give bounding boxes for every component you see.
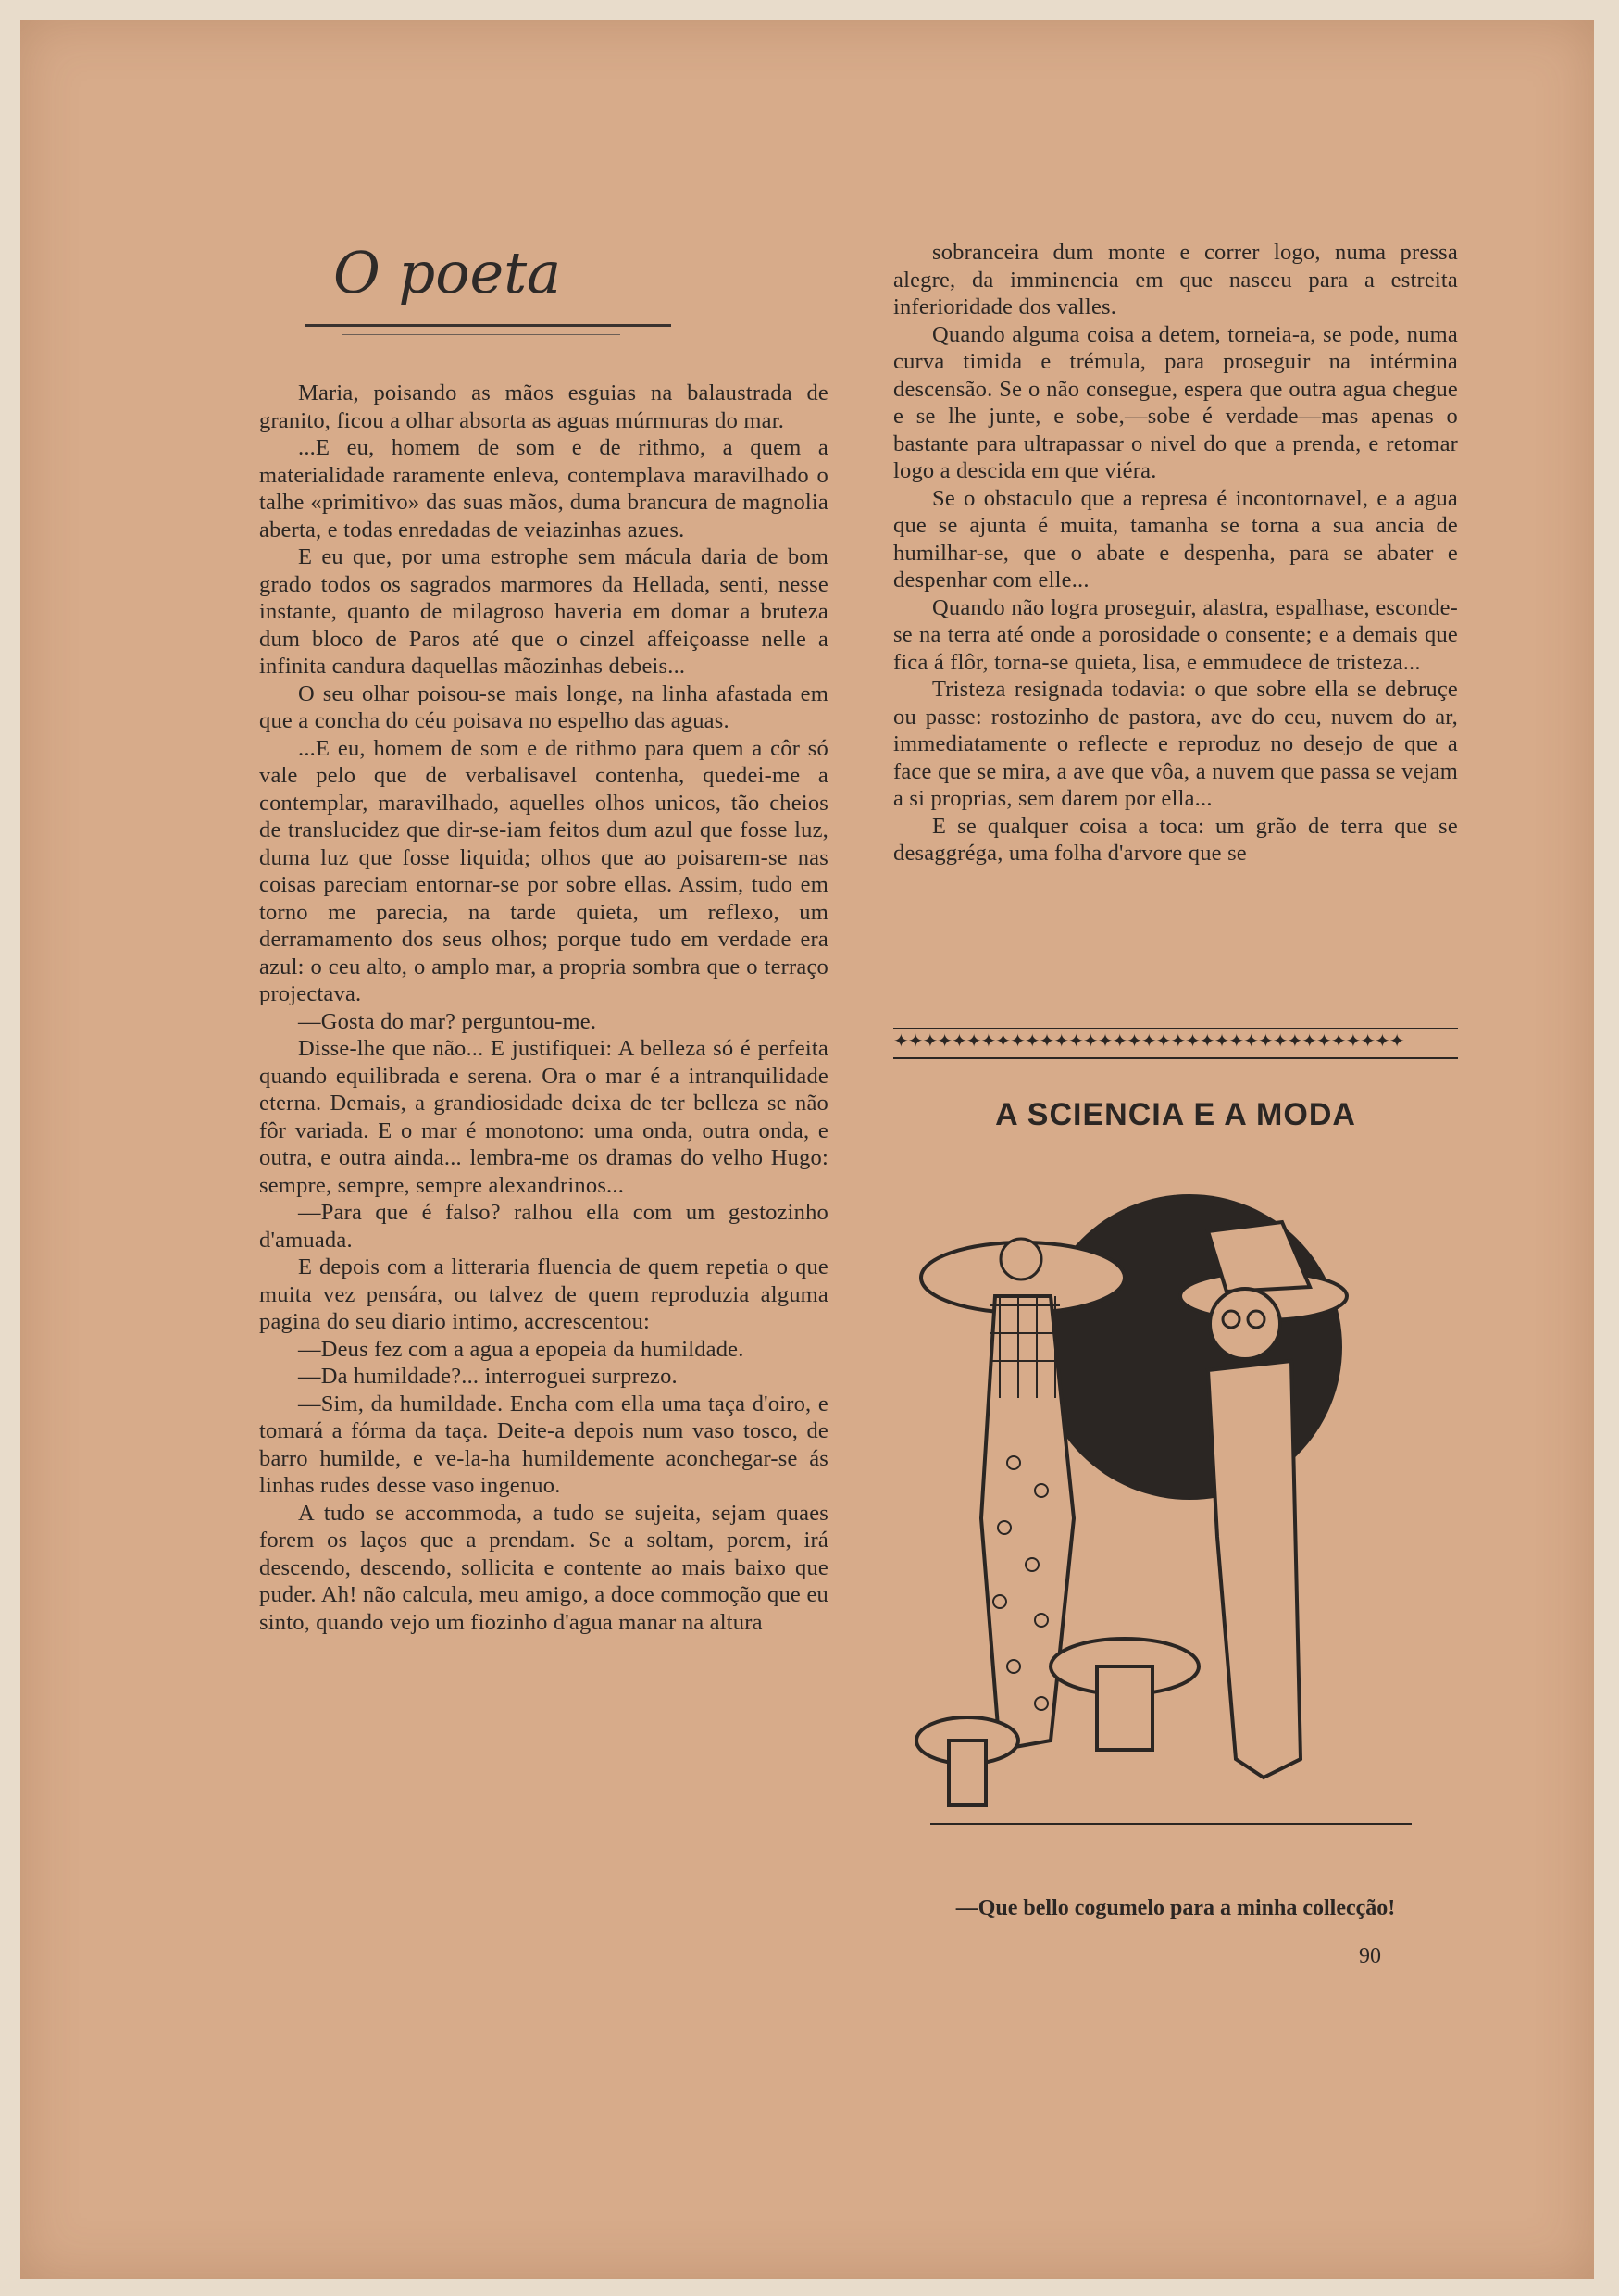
right-paragraph: sobranceira dum monte e correr logo, numa pressa alegre, da imminencia em que nasceu para a estreita inferioridade dos valles.: [893, 240, 1458, 319]
man-face: [1210, 1289, 1280, 1359]
left-paragraph: A tudo se accommoda, a tudo se sujeita, sejam quaes forem os laços que a prendam. Se a soltam, porem, irá descendo, descendo, sollicita e contente ao mais baixo que puder. Ah! não calcula, meu amigo, a doce commoção que eu sinto, quando vejo um fiozinho d'agua manar na altura: [259, 1500, 828, 1635]
left-paragraph: ...E eu, homem de som e de rithmo para quem a côr só vale pelo que de verbalisavel contenha, quedei-me a contemplar, maravilhado, aquelles olhos unicos, tão cheios de translucidez que dir-se-iam feitos dum azul que fosse luz, duma luz que fosse liquida; olhos que ao poisarem-se nas coisas pareciam entornar-se por sobre ellas. Assim, tudo em torno me parecia, na tarde quieta, um reflexo, um derramamento dos seus olhos; porque tudo em verdade era azul: o ceu alto, o amplo mar, a propria sombra que o terraço projectava.: [259, 735, 828, 1006]
left-paragraph: —Sim, da humildade. Encha com ella uma taça d'oiro, e tomará a fórma da taça. Deite-a depois num vaso tosco, de barro humilde, e ve-la-ha humildemente aconchegar-se ás linhas rudes desse vaso ingenuo.: [259, 1391, 828, 1498]
ornament-divider: ✦✦✦✦✦✦✦✦✦✦✦✦✦✦✦✦✦✦✦✦✦✦✦✦✦✦✦✦✦✦✦✦✦✦✦: [893, 1028, 1458, 1059]
right-paragraph: Quando alguma coisa a detem, torneia-a, se pode, numa curva timida e trémula, para proseguir na intérmina descensão. Se o não consegue, espera que outra agua chegue e se lhe junte, e sobe,—sobe é verdade—mas apenas o bastante para ultrapassar o nivel do que a prenda, e retomar logo a descida em que viéra.: [893, 321, 1458, 483]
dark-moon-disc: [1037, 1194, 1342, 1500]
right-paragraph: Se o obstaculo que a represa é incontornavel, e a agua que se ajunta é muita, tamanha se torna a sua ancia de humilhar-se, que o abate e despenha, para se abater e despenhar com elle...: [893, 485, 1458, 593]
right-paragraph: Quando não logra proseguir, alastra, espalhase, esconde-se na terra até onde a porosidade o consente; e a demais que fica á flôr, torna-se quieta, lisa, e emmudece de tristeza...: [893, 594, 1458, 675]
article-title: O poeta: [333, 239, 562, 306]
right-paragraph: E se qualquer coisa a toca: um grão de terra que se desaggréga, uma folha d'arvore que se: [893, 813, 1458, 866]
right-paragraph: Tristeza resignada todavia: o que sobre ella se debruçe ou passe: rostozinho de pastora, ave do ceu, nuvem do ar, immediatamente o reflecte e reproduz no desejo de que a face que se mira, a ave que vôa, a nuvem que passa se vejam a si proprias, sem darem por ella...: [893, 677, 1458, 811]
left-paragraph: Maria, poisando as mãos esguias na balaustrada de granito, ficou a olhar absorta as aguas múrmuras do mar.: [259, 381, 828, 433]
article-title-block: [296, 239, 666, 341]
left-paragraph: —Gosta do mar? perguntou-me.: [298, 1008, 597, 1034]
title-underline-thin: [342, 334, 620, 335]
page-number: 90: [1359, 1944, 1381, 1968]
left-paragraph: —Para que é falso? ralhou ella com um gestozinho d'amuada.: [259, 1200, 828, 1253]
title-underline: [305, 324, 671, 327]
left-paragraph: O seu olhar poisou-se mais longe, na linha afastada em que a concha do céu poisava no espelho das aguas.: [259, 680, 828, 733]
left-paragraph: ...E eu, homem de som e de rithmo, a quem a materialidade raramente enleva, contemplava maravilhado o talhe «primitivo» das suas mãos, duma brancura de magnolia aberta, e todas enredadas de veiazinhas azues.: [259, 435, 828, 543]
man-body: [1208, 1361, 1301, 1778]
cartoon-illustration: [912, 1185, 1430, 1870]
left-column-text: [259, 380, 828, 1636]
cartoon-caption: —Que bello cogumelo para a minha collecção!: [955, 1896, 1396, 1920]
left-paragraph: —Deus fez com a agua a epopeia da humildade.: [298, 1336, 744, 1362]
cartoon-heading: A SCIENCIA E A MODA: [995, 1097, 1356, 1132]
left-paragraph: —Da humildade?... interroguei surprezo.: [298, 1364, 678, 1389]
left-paragraph: Disse-lhe que não... E justifiquei: A belleza só é perfeita quando equilibrada e serena. Ora o mar é a intranquilidade eterna. Demais, a grandiosidade deixa de ter belleza se não fôr variada. E o mar é monotono: uma onda, outra onda, e outra, e outra ainda... lembra-me os dramas do velho Hugo: sempre, sempre, sempre alexandrinos...: [259, 1036, 828, 1198]
right-column-text: [893, 239, 1458, 867]
left-paragraph: E depois com a litteraria fluencia de quem repetia o que muita vez pensára, ou talvez de quem reproduzia alguma pagina do seu diario intimo, accrescentou:: [259, 1254, 828, 1334]
left-paragraph: E eu que, por uma estrophe sem mácula daria de bom grado todos os sagrados marmores da Hellada, senti, nesse instante, quanto de milagroso haveria em domar a bruteza dum bloco de Paros até que o cinzel affeiçoasse nelle a infinita candura daquellas mãozinhas debeis...: [259, 544, 828, 679]
